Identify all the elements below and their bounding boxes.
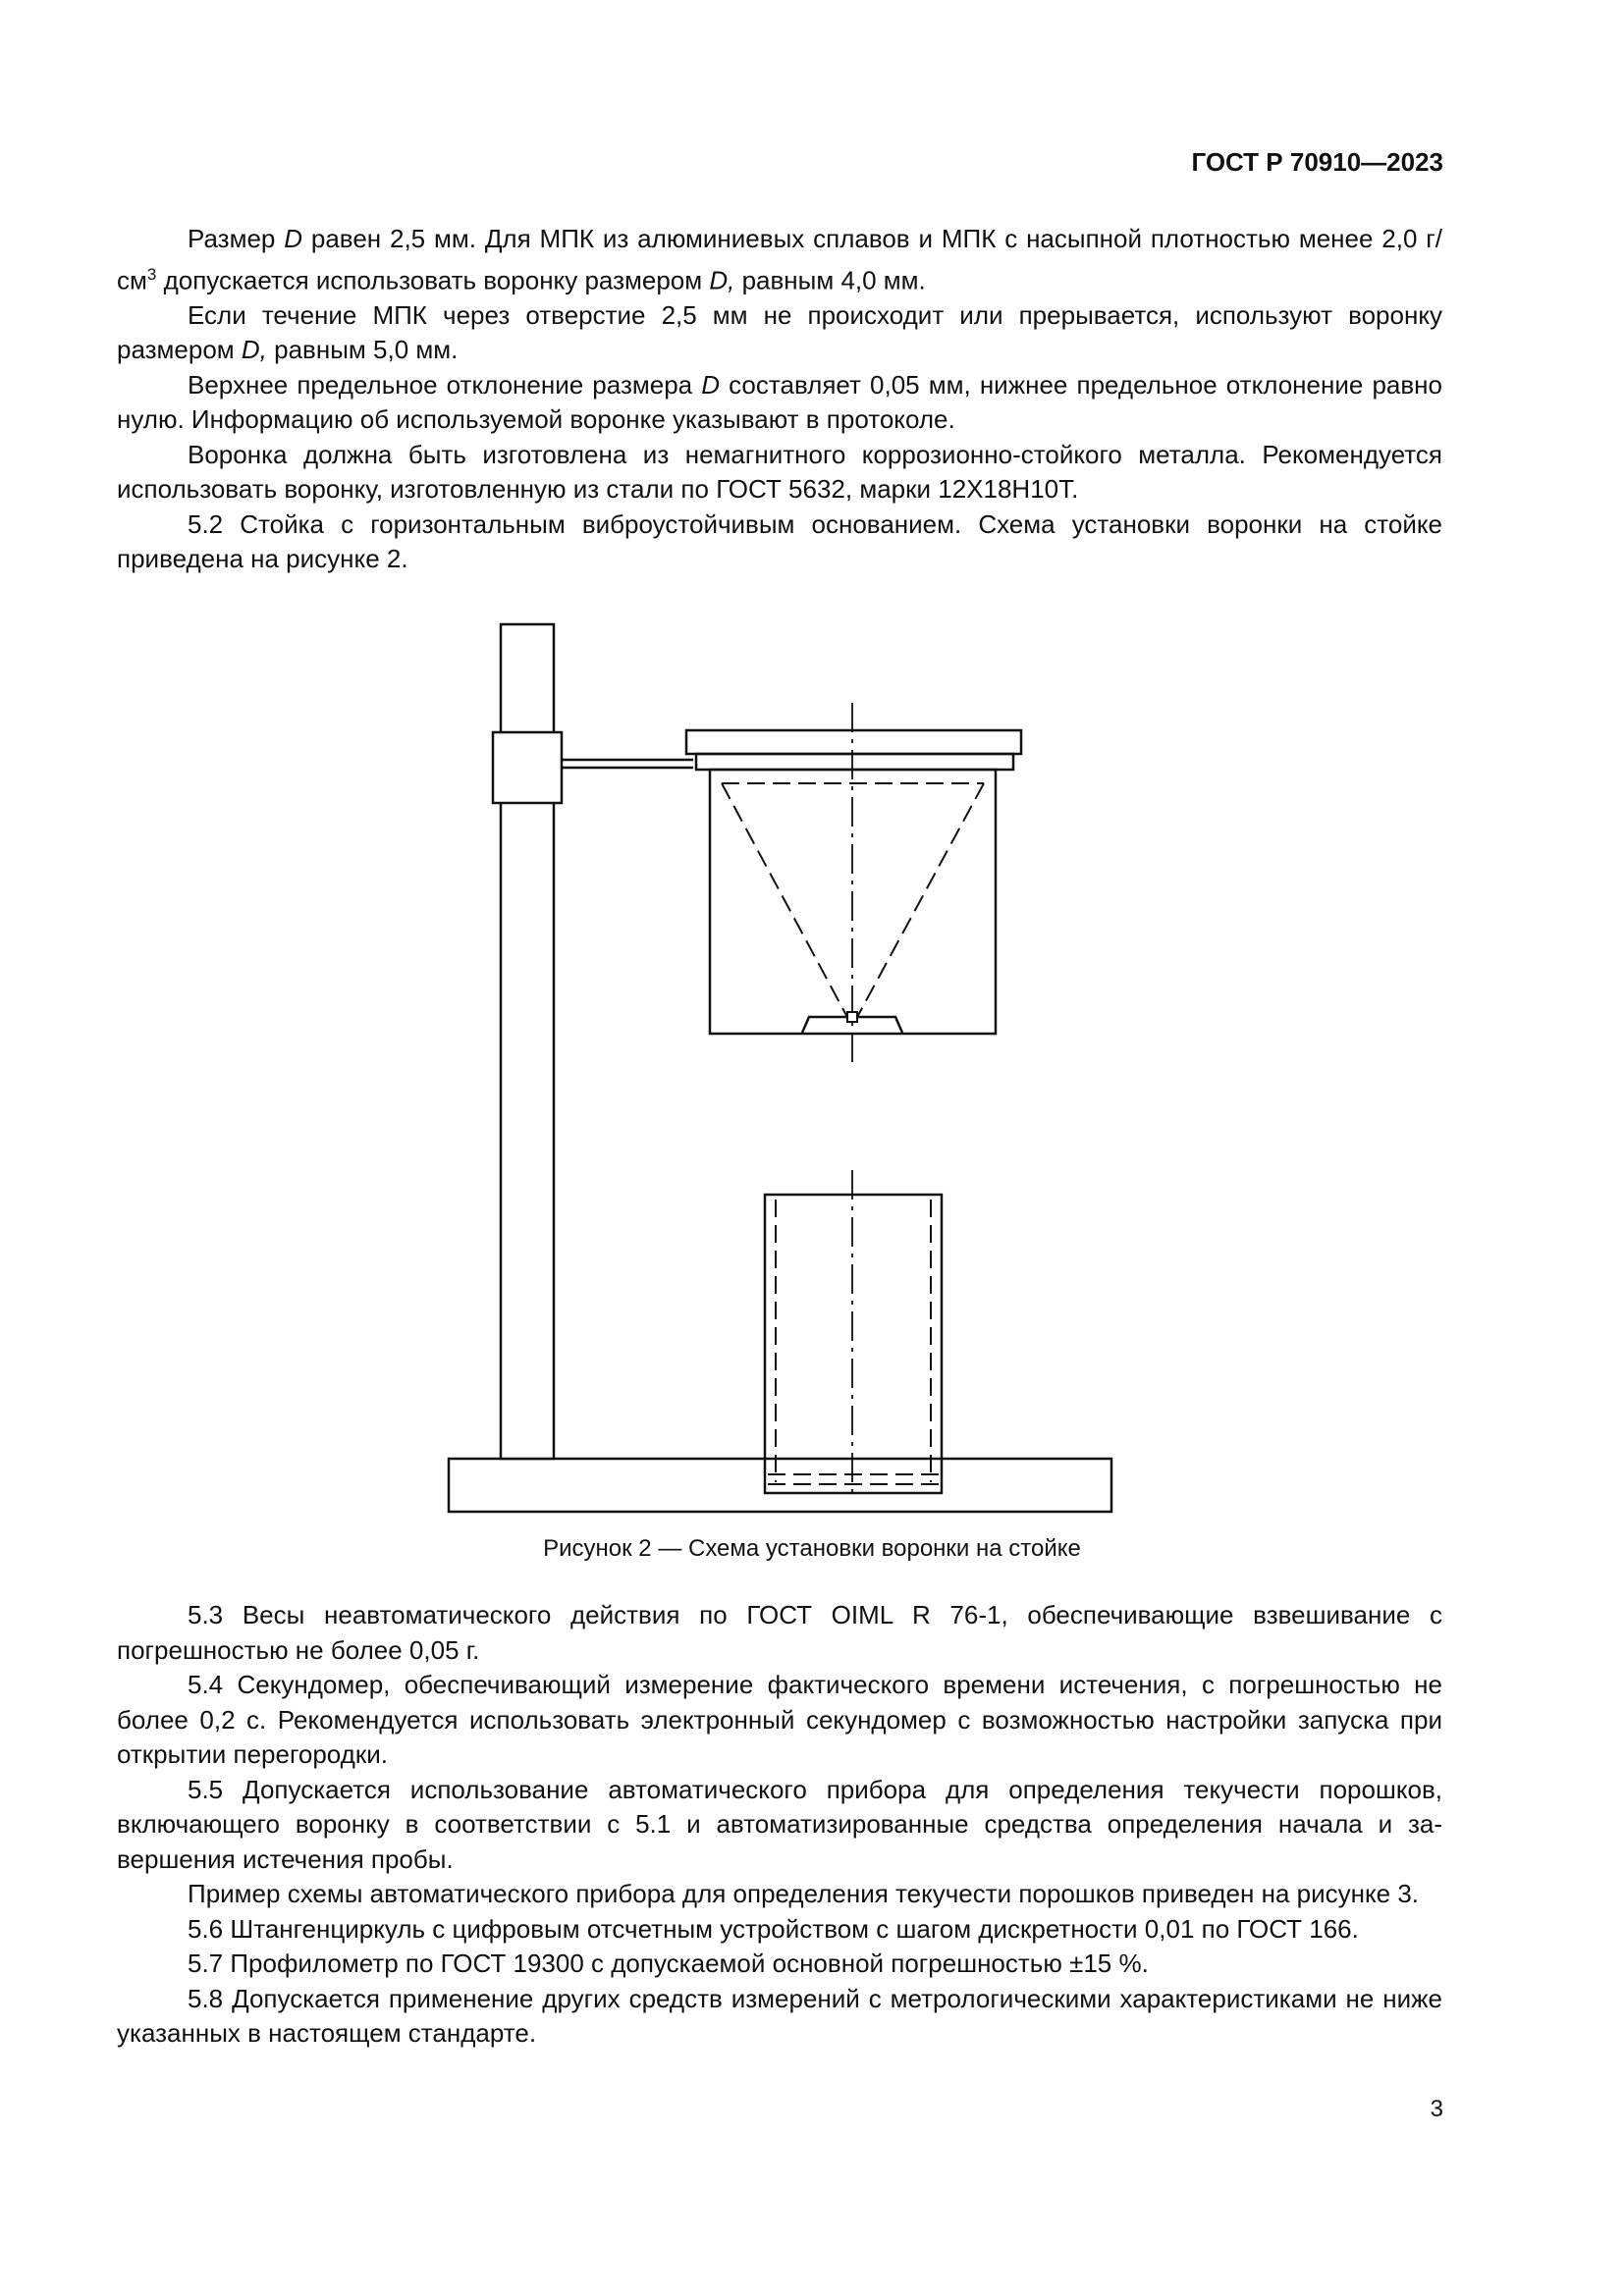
paragraph-5-3: 5.3 Весы неавтоматического действия по ГОСТ OIML R 76-1, обеспечивающие взвешивание с погрешностью не более 0,05 г.: [117, 1600, 1442, 1665]
paragraph-material: Воронка должна быть изготовлена из немагнитного коррозионно-стойкого металла. Рекомендуется использовать воронку, изготовленную из стали по ГОСТ 5632, марки 12Х18Н10Т.: [117, 439, 1442, 505]
stand-drawing: [449, 624, 1111, 1512]
paragraph-5-2: 5.2 Стойка с горизонтальным виброустойчивым основанием. Схема установки воронки на стойке приведена на рисунке 2.: [117, 508, 1442, 574]
text-block-bottom: [117, 1598, 1442, 2052]
paragraph-5-6: 5.6 Штангенциркуль с цифровым отсчетным устройством с шагом дискретности 0,01 по ГОСТ 166.: [188, 1913, 1359, 1944]
receiving-cup: [765, 1195, 942, 1493]
funnel-lower-plate: [696, 754, 1013, 770]
funnel-stand-figure: [432, 609, 1119, 1522]
funnel-orifice: [847, 1012, 857, 1022]
paragraph-5-4: 5.4 Секундомер, обеспечивающий измерение фактического времени истечения, с погрешностью не более 0,2 с. Рекомендуется использовать электронный секундомер с возможностью настройки запуска при открытии перегородки.: [117, 1670, 1442, 1769]
paragraph-flow-interruption: Если течение МПК через отверстие 2,5 мм не происходит или прерывается, используют воронку размером D, равным 5,0 мм.: [117, 299, 1442, 365]
paragraph-tolerance: Верхнее предельное отклонение размера D составляет 0,05 мм, нижнее предельное отклонение равно нулю. Информацию об используемой воронке указывают в протоколе.: [117, 369, 1442, 435]
page-number: 3: [1430, 2096, 1443, 2122]
paragraph-5-7: 5.7 Профилометр по ГОСТ 19300 с допускаемой основной погрешностью ±15 %.: [188, 1949, 1149, 1978]
paragraph-example: Пример схемы автоматического прибора для определения текучести порошков приведен на рисунке 3.: [188, 1879, 1420, 1908]
figure-caption: Рисунок 2 — Схема установки воронки на стойке: [543, 1535, 1081, 1562]
stand-clamp: [493, 732, 562, 803]
paragraph-funnel-size: Размер D равен 2,5 мм. Для МПК из алюминиевых сплавов и МПК с насыпной плотностью менее 2,0 $г/см^3$ допускается использовать воронку размером D, равным 4,0 мм.: [117, 224, 1442, 295]
paragraph-5-8: 5.8 Допускается применение других средств измерений с метрологическими характеристиками не ниже указанных в настоящем стандарте.: [117, 1983, 1442, 2048]
paragraph-5-5: 5.5 Допускается использование автоматического прибора для определения текучести порошков, включающего воронку в соответствии с 5.1 и автоматизированные средства определения начала и завершения истечения пробы.: [117, 1774, 1442, 1874]
funnel-top-plate: [686, 730, 1021, 754]
text-block-top: [117, 222, 1442, 577]
document-header: ГОСТ Р 70910—2023: [1191, 147, 1443, 177]
